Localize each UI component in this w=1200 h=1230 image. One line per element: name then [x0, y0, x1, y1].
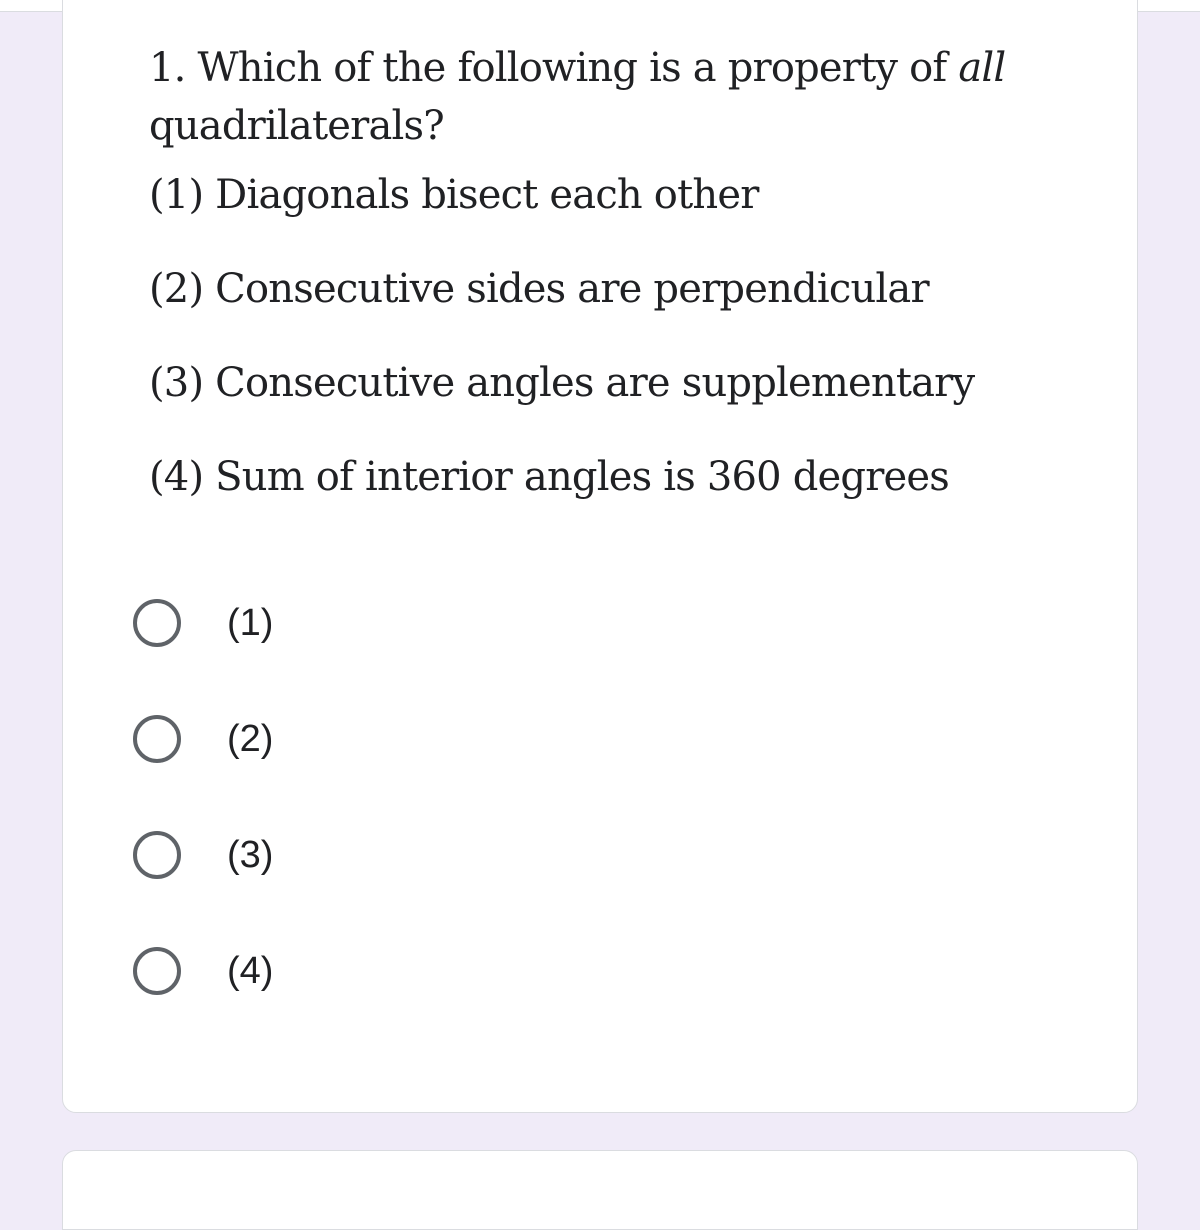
radio-unchecked-icon[interactable]: [133, 599, 181, 647]
answer-option-label: (4): [227, 949, 274, 992]
question-block: [149, 39, 1069, 500]
radio-unchecked-icon[interactable]: [133, 715, 181, 763]
statement-3: (3) Consecutive angles are supplementary: [149, 360, 975, 406]
question-title-text: 1. Which of the following is a property of: [149, 45, 959, 91]
question-card: [62, 0, 1138, 1113]
question-title-emphasis: all: [958, 45, 1006, 91]
answer-option-3[interactable]: [133, 827, 273, 883]
next-question-card: [62, 1150, 1138, 1230]
question-title-end: quadrilaterals?: [149, 103, 444, 149]
answer-option-label: (3): [227, 833, 274, 876]
statement-1: (1) Diagonals bisect each other: [149, 172, 759, 218]
radio-unchecked-icon[interactable]: [133, 947, 181, 995]
question-title: [149, 39, 1069, 155]
answer-option-label: (2): [227, 717, 274, 760]
answer-option-label: (1): [227, 601, 274, 644]
statement-2: (2) Consecutive sides are perpendicular: [149, 266, 929, 312]
answer-option-4[interactable]: [133, 943, 273, 999]
answer-option-1[interactable]: [133, 595, 273, 651]
radio-unchecked-icon[interactable]: [133, 831, 181, 879]
answer-option-2[interactable]: [133, 711, 273, 767]
statement-4: (4) Sum of interior angles is 360 degrees: [149, 454, 950, 500]
